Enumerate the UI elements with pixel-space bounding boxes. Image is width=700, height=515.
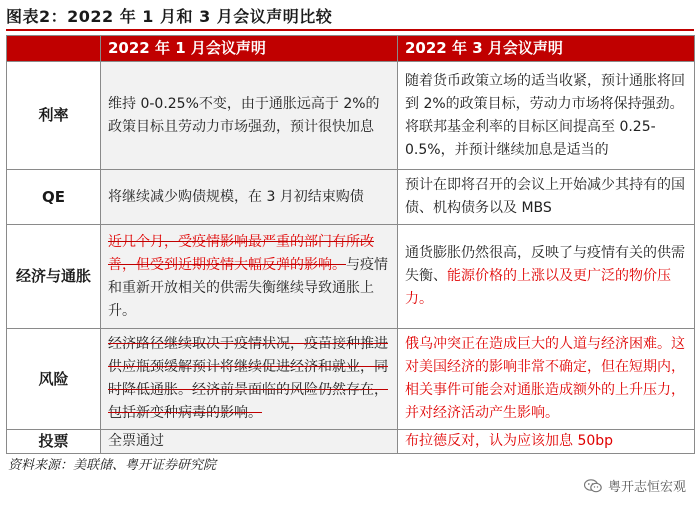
statement-text: 全票通过 <box>108 433 164 449</box>
cell-jan-statement <box>101 430 398 454</box>
statement-text: 经济路径继续取决于疫情状况，疫苗接种推进供应瓶颈缓解预计将继续促进经济和就业，同时降低通胀。经济前景面临的风险仍然存在，包括新变种病毒的影响。 <box>108 336 388 421</box>
cell-jan-statement <box>101 225 398 329</box>
table-row <box>7 225 695 329</box>
comparison-table <box>6 35 695 454</box>
statement-text: 将继续减少购债规模，在 3 月初结束购债 <box>108 188 364 205</box>
cell-mar-statement <box>398 62 695 170</box>
header-mar: 2022 年 3 月会议声明 <box>398 36 695 62</box>
cell-mar-statement <box>398 329 695 430</box>
statement-text: 维持 0-0.25%不变，由于通胀远高于 2%的政策目标且劳动力市场强劲，预计很快加息 <box>108 95 380 135</box>
cell-mar-statement <box>398 430 695 454</box>
cell-jan-statement <box>101 170 398 225</box>
table-row <box>7 62 695 170</box>
cell-mar-statement <box>398 225 695 329</box>
statement-text: 与疫情和重新开放相关的供需失衡继续导致通胀上升。 <box>108 256 388 319</box>
title-divider <box>6 29 694 31</box>
statement-text: 预计在即将召开的会议上开始减少其持有的国债、机构债务以及 MBS <box>405 177 685 216</box>
table-row <box>7 329 695 430</box>
table-header-row <box>7 36 695 62</box>
statement-text: 通货膨胀仍然很高，反映了与疫情有关的供需失衡、 <box>405 245 685 284</box>
table-row <box>7 430 695 454</box>
statement-text: 随着货币政策立场的适当收紧，预计通胀将回到 2%的政策目标，劳动力市场将保持强劲。将联邦基金利率的目标区间提高至 0.25-0.5%，并预计继续加息是适当的 <box>405 72 685 158</box>
table-row <box>7 170 695 225</box>
cell-jan-statement <box>101 329 398 430</box>
row-label: 投票 <box>7 430 101 454</box>
row-label: 经济与通胀 <box>7 225 101 329</box>
row-label: 利率 <box>7 62 101 170</box>
figure-title: 图表2：2022 年 1 月和 3 月会议声明比较 <box>6 7 333 26</box>
row-label: 风险 <box>7 329 101 430</box>
statement-text: 能源价格的上涨以及更广泛的物价压力。 <box>405 268 671 307</box>
row-label: QE <box>7 170 101 225</box>
wechat-icon <box>584 479 602 493</box>
statement-text: 布拉德反对，认为应该加息 50bp <box>405 433 614 449</box>
watermark <box>584 476 686 495</box>
statement-text: 近几个月，受疫情影响最严重的部门有所改善，但受到近期疫情大幅反弹的影响。 <box>108 233 374 273</box>
header-blank-cell <box>7 36 101 62</box>
watermark-text: 粤开志恒宏观 <box>607 480 686 495</box>
cell-jan-statement <box>101 62 398 170</box>
header-jan: 2022 年 1 月会议声明 <box>101 36 398 62</box>
source-note: 资料来源：美联储、粤开证券研究院 <box>8 458 217 473</box>
statement-text: 俄乌冲突正在造成巨大的人道与经济困难。这对美国经济的影响非常不确定，但在短期内，相关事件可能会对通胀造成额外的上升压力，并对经济活动产生影响。 <box>405 336 685 421</box>
cell-mar-statement <box>398 170 695 225</box>
